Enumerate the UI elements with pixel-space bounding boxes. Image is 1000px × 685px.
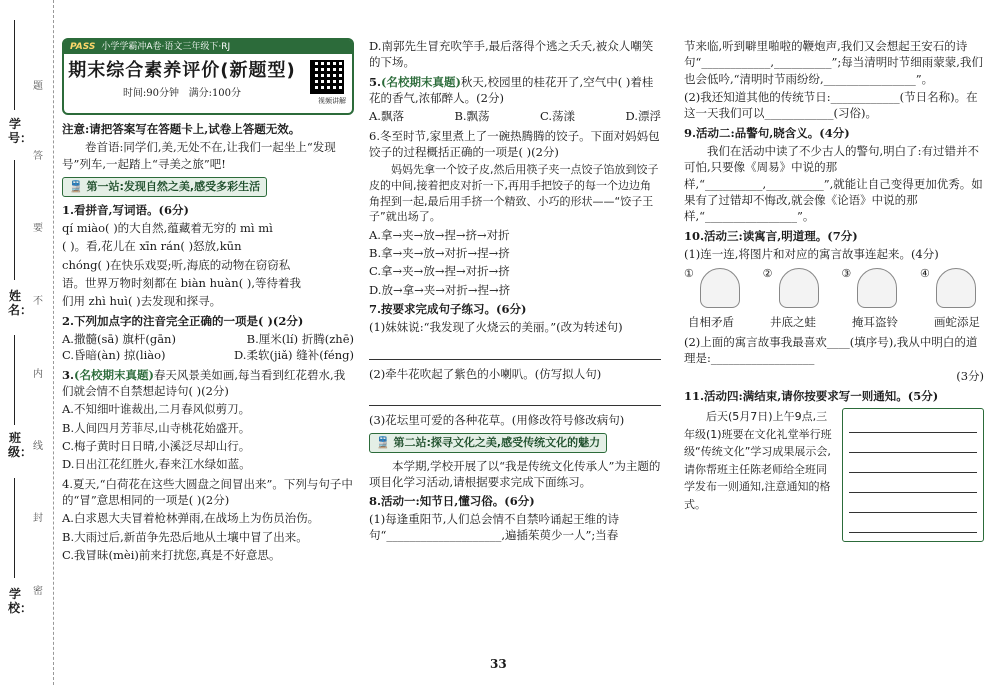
q1-line: qí miào( )的大自然,蕴藏着无穷的 mì mì: [62, 220, 273, 235]
option: D.漂浮: [625, 109, 661, 124]
option: A.白求恩大夫冒着枪林弹雨,在战场上为伤员治伤。: [62, 511, 320, 526]
writing-line[interactable]: [849, 435, 977, 453]
exam-header: [62, 38, 354, 115]
cut-char: 封: [33, 513, 43, 524]
pic-number: ③: [841, 267, 852, 281]
binding-margin: [0, 0, 54, 685]
qr-caption: 视频讲解: [318, 97, 346, 105]
exam-meta: [64, 87, 352, 101]
option: A.飘落: [369, 109, 404, 124]
exam-time: 时间:90分钟: [122, 87, 180, 99]
column-3: [684, 38, 984, 542]
fill-line: [14, 20, 15, 110]
q9-title: 9.活动二:品警句,晓含义。(4分): [684, 125, 850, 140]
cut-char: 密: [33, 586, 43, 597]
notice-writing-box[interactable]: [842, 408, 984, 542]
exam-score: 满分:100分: [188, 87, 242, 99]
pic-number: ②: [762, 267, 773, 281]
q11-notice-area: [684, 408, 984, 542]
q8-part: (2)我还知道其他的传统节日:____________(节日名称)。在这一天我们可以____________(习俗)。: [684, 89, 978, 121]
option: B.大雨过后,新苗争先恐后地从土壤中冒了出来。: [62, 529, 308, 544]
answer-line[interactable]: [369, 342, 661, 360]
cut-char: 线: [33, 441, 43, 452]
section-title: 第二站:探寻文化之美,感受传统文化的魅力: [393, 436, 601, 450]
answer-line[interactable]: [369, 388, 661, 406]
q7-part: (3)花坛里可爱的各种花草。(用修改符号修改病句): [369, 413, 625, 428]
option: D.南郭先生冒充吹竽手,最后落得个逃之夭夭,被众人嘲笑的下场。: [369, 39, 654, 70]
label-school: 学校：: [8, 587, 33, 615]
q1-line: 语。世界万物时刻都在 biàn huàn( ),等待着我: [62, 275, 301, 290]
pic-number: ①: [684, 267, 694, 281]
fable-picture[interactable]: [684, 266, 748, 310]
writing-line[interactable]: [849, 515, 977, 533]
page-number: 33: [490, 657, 507, 671]
fable-picture[interactable]: [920, 266, 984, 310]
fable-pictures: [684, 266, 984, 310]
fill-line: [14, 160, 15, 280]
notice: 注意:请把答案写在答题卡上,试卷上答题无效。: [62, 122, 301, 136]
series-bar: [64, 40, 352, 54]
cut-char: 要: [33, 223, 43, 234]
q2-options: [62, 331, 354, 347]
section-heading: [369, 433, 607, 453]
pic-number: ④: [919, 267, 930, 281]
q10-part: (2)上面的寓言故事我最喜欢____(填序号),我从中明白的道理是:__________________: [684, 334, 978, 365]
q1-line: ( )。看,花儿在 xīn rán( )怒放,kūn: [62, 239, 242, 254]
q1-line: 们用 zhì huì( )去发现和探寻。: [62, 294, 222, 309]
exam-title: 期末综合素养评价(新题型): [68, 60, 296, 81]
man-ear-icon: [700, 268, 740, 308]
q8-part: 节来临,听到噼里啪啦的鞭炮声,我们又会想起王安石的诗句“____________,__________”;每当清明时节细雨蒙蒙,我们也会低吟,“清明时节雨纷纷,________________”。: [684, 39, 983, 86]
q8-intro: 本学期,学校开展了以“我是传统文化传承人”为主题的项目化学习活动,请根据要求完成下面练习。: [369, 458, 661, 490]
snake-drawing-icon: [779, 268, 819, 308]
q7-title: 7.按要求完成句子练习。(6分): [369, 302, 527, 317]
intro: 卷首语:同学们,美,无处不在,让我们一起坐上“发现号”列车,一起踏上“寻美之旅”吧!: [62, 140, 336, 171]
fill-line: [14, 335, 15, 425]
q1-line: chóng( )在快乐戏耍;听,海底的动物在窃窃私: [62, 257, 291, 272]
q8-title: 8.活动一:知节日,懂习俗。(6分): [369, 493, 535, 508]
option: C.我冒昧(mèi)前来打扰您,真是不好意思。: [62, 547, 281, 562]
q5-stem: 5.(名校期末真题)秋天,校园里的桂花开了,空气中( )着桂花的香气,浓郁醉人。(2分): [369, 74, 654, 105]
q5-tag: (名校期末真题): [381, 74, 461, 89]
option: B.飘荡: [454, 109, 490, 124]
q9-text: 我们在活动中读了不少古人的警句,明白了:有过错并不可怕,只要像《周易》中说的那样,“__________,__________”,就能让自己变得更加优秀。如果有了过错却不悔改,就会像《论语》中说的那样,“________________”。: [684, 143, 983, 224]
option: C.拿→夹→放→捏→对折→挤: [369, 264, 510, 279]
train-icon: 🚆: [69, 179, 87, 193]
option: D.日出江花红胜火,春来江水绿如蓝。: [62, 457, 251, 472]
q6-passage: 妈妈先拿一个饺子皮,然后用筷子夹一点饺子馅放到饺子皮的中间,接着把皮对折一下,再用手把饺子的每一个边边角角捏到一起,最后用手挤一个精致、小巧的形状——“饺子王子”就出场了。: [369, 163, 659, 224]
option: D.柔软(jiǎ) 缝补(féng): [234, 348, 354, 363]
label-class: 班级：: [8, 431, 33, 459]
brand-logo: PASS: [70, 42, 96, 52]
writing-line[interactable]: [849, 475, 977, 493]
option: C.荡漾: [540, 109, 576, 124]
idiom[interactable]: 掩耳盗铃: [852, 315, 898, 330]
writing-line[interactable]: [849, 495, 977, 513]
q3-tag: (名校期末真题): [74, 367, 154, 382]
q11-title: 11.活动四:满结束,请你按要求写一则通知。(5分): [684, 388, 939, 403]
cut-char: 不: [33, 296, 43, 307]
option: B.人间四月芳菲尽,山寺桃花始盛开。: [62, 420, 251, 435]
option: C.梅子黄时日日晴,小溪泛尽却山行。: [62, 438, 251, 453]
q7-part: (2)牵牛花吹起了紫色的小喇叭。(仿写拟人句): [369, 366, 602, 381]
idiom[interactable]: 画蛇添足: [934, 315, 980, 330]
cut-char: 题: [33, 81, 43, 92]
fable-picture[interactable]: [763, 266, 827, 310]
spear-shield-icon: [857, 268, 897, 308]
idiom[interactable]: 井底之蛙: [770, 315, 816, 330]
q1-title: 1.看拼音,写词语。(6分): [62, 202, 189, 217]
qr-code-icon[interactable]: [310, 60, 344, 94]
option: D.放→拿→夹→对折→捏→挤: [369, 282, 511, 297]
q10-part: (1)连一连,将图片和对应的寓言故事连起来。(4分): [684, 246, 939, 261]
option: C.昏暗(àn) 掠(liào): [62, 348, 166, 363]
q7-part: (1)妹妹说:“我发现了火烧云的美丽。”(改为转述句): [369, 320, 623, 335]
writing-line[interactable]: [849, 415, 977, 433]
column-2: [369, 38, 661, 546]
option: A.撒髓(sā) 旗杆(gān): [62, 331, 176, 346]
q6-stem: 6.冬至时节,家里煮上了一碗热腾腾的饺子。下面对妈妈包饺子的过程概括正确的一项是( )(2分): [369, 128, 660, 159]
option: B.拿→夹→放→对折→捏→挤: [369, 246, 510, 261]
q5-text: 秋天,校园里的桂花开了,空气中( )着桂花的香气,浓郁醉人。(2分): [369, 74, 654, 105]
q3-stem: 3.(名校期末真题)春天风景美如画,每当看到红花碧水,我们就会情不自禁想起诗句( )(2分): [62, 367, 346, 398]
train-icon: 🚆: [376, 436, 394, 450]
series-text: 小学学霸冲A卷·语文三年级下·RJ: [101, 42, 231, 52]
fill-line: [14, 478, 15, 578]
option: A.拿→夹→放→捏→挤→对折: [369, 227, 510, 242]
column-1: [62, 38, 354, 565]
q5-options: [369, 108, 661, 124]
option: A.不知细叶谁裁出,二月春风似剪刀。: [62, 402, 251, 417]
option: B.厘米(lí) 折腾(zhē): [246, 331, 354, 346]
section-heading: [62, 177, 267, 197]
q10-title: 10.活动三:读寓言,明道理。(7分): [684, 228, 858, 243]
label-number: 学号：: [8, 117, 33, 145]
q3-text: 春天风景美如画,每当看到红花碧水,我们就会情不自禁想起诗句( )(2分): [62, 367, 346, 398]
q4-stem: 4.夏天,“白荷花在这些大圆盘之间冒出来”。下列与句子中的“冒”意思相同的一项是( )(2分): [62, 476, 353, 507]
q2-title: 2.下列加点字的注音完全正确的一项是( )(2分): [62, 313, 304, 328]
q10-score: (3分): [956, 369, 984, 384]
q8-part: (1)每逢重阳节,人们总会情不自禁吟诵起王维的诗句“____________________,遍插茱萸少一人”;当春: [369, 511, 619, 543]
label-name: 姓名：: [8, 289, 33, 317]
q2-options: [62, 347, 354, 363]
section-title: 第一站:发现自然之美,感受多彩生活: [86, 179, 261, 193]
frog-well-icon: [936, 268, 976, 308]
writing-line[interactable]: [849, 455, 977, 473]
fable-picture[interactable]: [841, 266, 905, 310]
cut-char: 答: [33, 151, 43, 162]
q11-text: 后天(5月7日)上午9点,三年级(1)班要在文化礼堂举行班级“传统文化”学习成果展示会,请你帮班主任陈老师给全班同学发布一则通知,注意通知的格式。: [684, 409, 832, 511]
idiom[interactable]: 自相矛盾: [688, 315, 734, 330]
cut-char: 内: [33, 369, 43, 380]
idiom-list: [684, 314, 984, 330]
